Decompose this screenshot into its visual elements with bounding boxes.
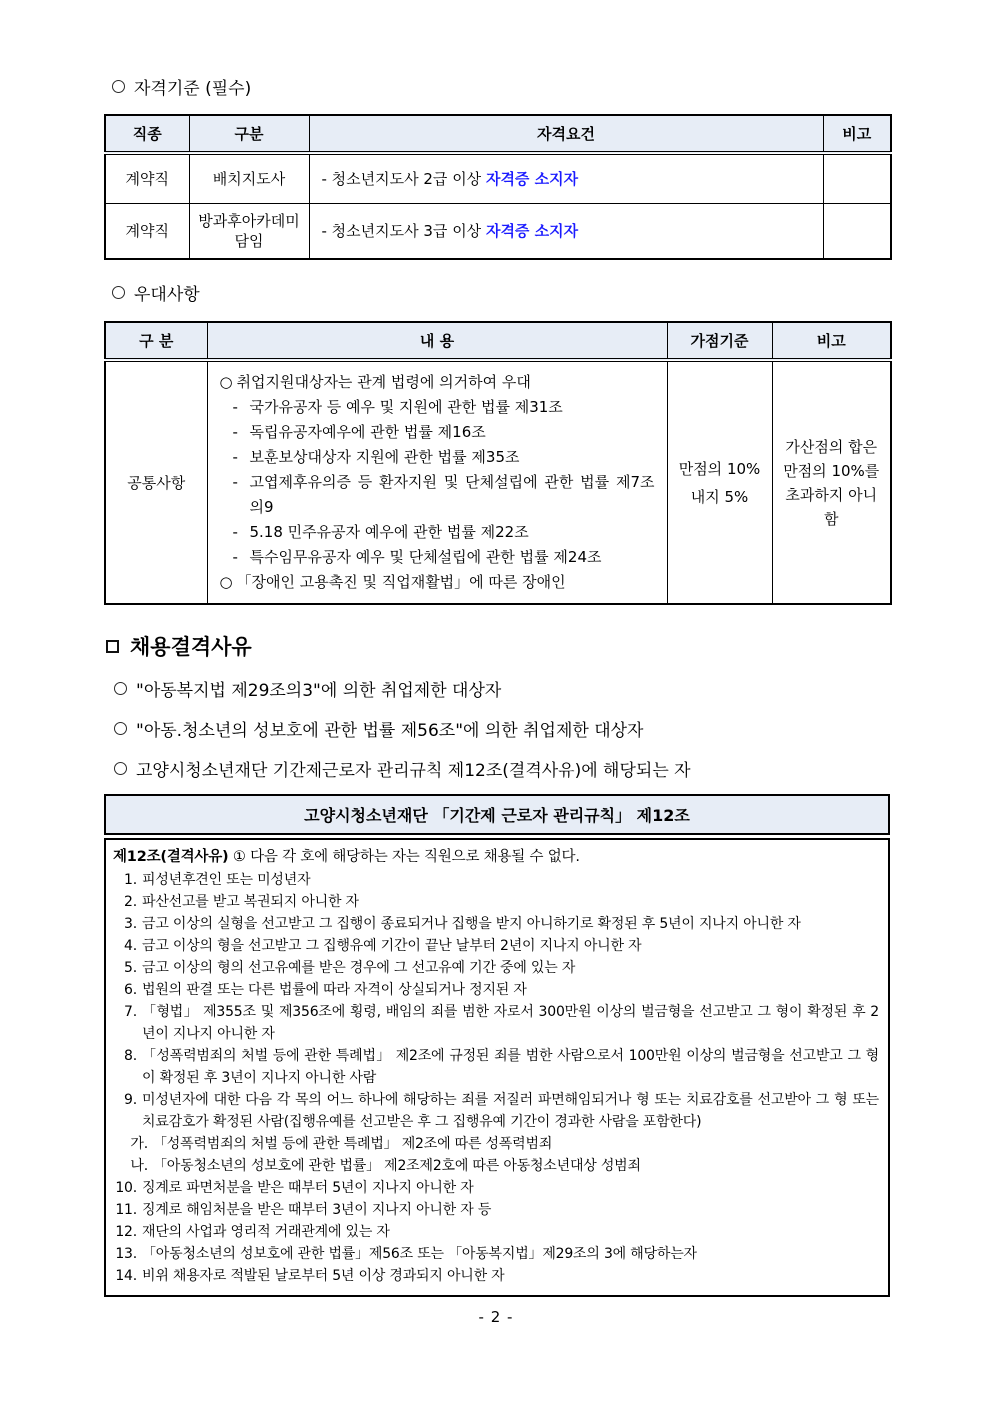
- cell-score-basis: 만점의 10% 내지 5%: [667, 360, 772, 604]
- preference-item: - 보훈보상대상자 지원에 관한 법률 제35조: [233, 445, 655, 470]
- circle-bullet-icon: [112, 286, 125, 299]
- cell-note: [823, 203, 891, 259]
- requirement-highlight: 자격증 소지자: [485, 222, 579, 241]
- cell-category: 방과후아카데미 담임: [189, 203, 309, 259]
- circle-bullet-icon: [114, 722, 127, 735]
- preference-item: - 5.18 민주유공자 예우에 관한 법률 제22조: [233, 520, 655, 545]
- requirement-text: - 청소년지도사 3급 이상: [321, 222, 486, 241]
- page-number: - 2 -: [478, 1308, 514, 1326]
- col-header-category: 구 분: [105, 322, 207, 360]
- law-item: 6. 법원의 판결 또는 다른 법률에 따라 자격이 상실되거나 정지된 자: [124, 982, 527, 998]
- cell-job-type: 계약직: [105, 153, 189, 203]
- item-marker: -: [232, 448, 238, 466]
- preference-item: ○ 「장애인 고용촉진 및 직업재활법」에 따른 장애인: [220, 570, 655, 595]
- section-heading-label: 자격기준 (필수): [134, 79, 252, 99]
- disqualification-heading-label: 채용결격사유: [130, 635, 252, 659]
- law-item: 4. 금고 이상의 형을 선고받고 그 집행유예 기간이 끝난 날부터 2년이 지나지 아니한 자: [124, 938, 642, 954]
- rule-box-title: 고양시청소년재단 「기간제 근로자 관리규칙」 제12조: [104, 794, 890, 835]
- item-marker: -: [232, 398, 238, 416]
- cell-content: [207, 360, 667, 604]
- section-heading-label: 우대사항: [134, 285, 200, 305]
- item-marker: -: [232, 473, 238, 491]
- disqualification-bullet: [114, 716, 890, 741]
- law-item: 8. 「성폭력범죄의 처벌 등에 관한 특례법」 제2조에 규정된 죄를 범한 사람으로서 100만원 이상의 벌금형을 선고받고 그 형이 확정된 후 3년이 지나지 아니한 사람: [124, 1048, 879, 1086]
- item-marker: -: [232, 548, 238, 566]
- item-marker: ○: [219, 573, 233, 591]
- law-item: 7. 「형법」 제355조 및 제356조에 횡령, 배임의 죄를 범한 자로서 300만원 이상의 벌금형을 선고받고 그 형이 확정된 후 2년이 지나지 아니한 자: [124, 1004, 879, 1042]
- law-item: 14. 비위 채용자로 적발된 날로부터 5년 이상 경과되지 아니한 자: [115, 1268, 505, 1284]
- cell-requirement: [309, 153, 823, 203]
- col-header-note: 비고: [823, 115, 891, 153]
- law-sub-item: 가. 「성폭력범죄의 처벌 등에 관한 특례법」 제2조에 따른 성폭력범죄: [130, 1136, 553, 1152]
- preference-item: - 고엽제후유의증 등 환자지원 및 단체설립에 관한 법률 제7조의9: [233, 470, 655, 520]
- preference-item: - 독립유공자예우에 관한 법률 제16조: [233, 420, 655, 445]
- col-header-content: 내 용: [207, 322, 667, 360]
- page-content: [104, 74, 890, 1297]
- circle-bullet-icon: [112, 80, 125, 93]
- cell-category: 배치지도사: [189, 153, 309, 203]
- cell-requirement: [309, 203, 823, 259]
- qualification-table-header-row: [105, 115, 891, 153]
- law-item: 11. 징계로 해임처분을 받은 때부터 3년이 지나지 아니한 자 등: [115, 1202, 492, 1218]
- preference-table: [104, 321, 892, 605]
- disqualification-bullet: [114, 676, 890, 701]
- item-marker: -: [232, 523, 238, 541]
- section-heading-qualification: [112, 74, 890, 99]
- law-item: 2. 파산선고를 받고 복권되지 아니한 자: [124, 894, 359, 910]
- requirement-highlight: 자격증 소지자: [485, 170, 579, 189]
- law-item: 10. 징계로 파면처분을 받은 때부터 5년이 지나지 아니한 자: [115, 1180, 474, 1196]
- col-header-score-basis: 가점기준: [667, 322, 772, 360]
- col-header-note: 비고: [772, 322, 891, 360]
- law-intro-article: 제12조(결격사유): [113, 849, 229, 865]
- table-row: [105, 203, 891, 259]
- bullet-text: "아동복지법 제29조의3"에 의한 취업제한 대상자: [136, 681, 502, 701]
- square-bullet-icon: [106, 640, 119, 653]
- disqualification-heading: [106, 631, 890, 661]
- cell-note: [823, 153, 891, 203]
- section-heading-preference: [112, 280, 890, 305]
- law-intro: [113, 846, 879, 869]
- requirement-text: - 청소년지도사 2급 이상: [321, 170, 486, 189]
- law-sub-item: 나. 「아동청소년의 성보호에 관한 법률」 제2조제2호에 따른 아동청소년대상 성범죄: [130, 1158, 641, 1174]
- item-marker: ○: [219, 373, 233, 391]
- cell-category: 공통사항: [105, 360, 207, 604]
- law-item: 13. 「아동청소년의 성보호에 관한 법률」제56조 또는 「아동복지법」제29조의 3에 해당하는자: [115, 1246, 697, 1262]
- disqualification-bullet: [114, 756, 890, 781]
- law-item: 9. 미성년자에 대한 다음 각 목의 어느 하나에 해당하는 죄를 저질러 파면해임되거나 형 또는 치료감호를 선고받아 그 형 또는 치료감호가 확정된 사람(집행유예를 선고받은 후 그 집행유예 기간이 경과한 사람을 포함한다): [124, 1092, 879, 1130]
- law-item: 3. 금고 이상의 실형을 선고받고 그 집행이 종료되거나 집행을 받지 아니하기로 확정된 후 5년이 지나지 아니한 자: [124, 916, 801, 932]
- law-item: 12. 재단의 사업과 영리적 거래관계에 있는 자: [115, 1224, 390, 1240]
- cell-note: 가산점의 합은 만점의 10%를 초과하지 아니함: [772, 360, 891, 604]
- preference-item: ○ 취업지원대상자는 관계 법령에 의거하여 우대: [220, 370, 655, 395]
- preference-table-header-row: [105, 322, 891, 360]
- circle-bullet-icon: [114, 682, 127, 695]
- cell-job-type: 계약직: [105, 203, 189, 259]
- preference-item: - 특수임무유공자 예우 및 단체설립에 관한 법률 제24조: [233, 545, 655, 570]
- law-item: 5. 금고 이상의 형의 선고유예를 받은 경우에 그 선고유예 기간 중에 있는 자: [124, 960, 576, 976]
- col-header-category: 구분: [189, 115, 309, 153]
- law-item: 1. 피성년후견인 또는 미성년자: [124, 872, 311, 888]
- rule-box-body: [104, 838, 890, 1297]
- table-row: [105, 153, 891, 203]
- bullet-text: 고양시청소년재단 기간제근로자 관리규칙 제12조(결격사유)에 해당되는 자: [136, 761, 691, 781]
- law-intro-text: ① 다음 각 호에 해당하는 자는 직원으로 채용될 수 없다.: [228, 849, 580, 865]
- preference-item: - 국가유공자 등 예우 및 지원에 관한 법률 제31조: [233, 395, 655, 420]
- circle-bullet-icon: [114, 762, 127, 775]
- col-header-requirement: 자격요건: [309, 115, 823, 153]
- table-row: [105, 360, 891, 604]
- col-header-job-type: 직종: [105, 115, 189, 153]
- bullet-text: "아동.청소년의 성보호에 관한 법률 제56조"에 의한 취업제한 대상자: [136, 721, 644, 741]
- item-marker: -: [232, 423, 238, 441]
- qualification-table: [104, 114, 892, 260]
